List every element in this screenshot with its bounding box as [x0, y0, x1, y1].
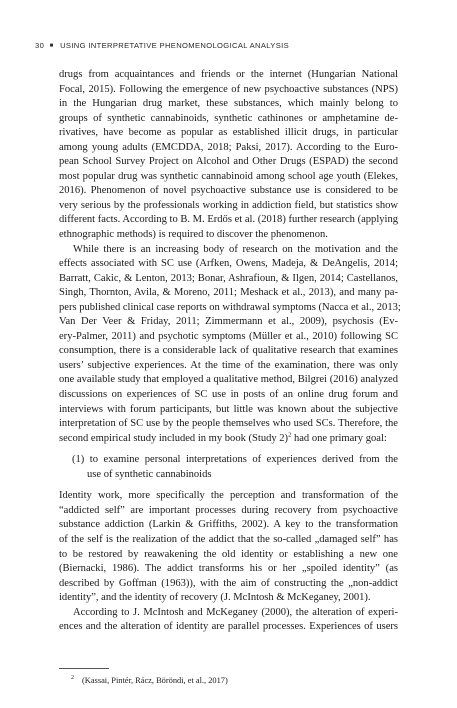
text-line: pers published clinical case reports on withdrawal symptoms (Nacca et al., 2013;: [59, 301, 401, 313]
text-line: interpretation of SC use by the people themselves who used SCs. Therefore, the: [59, 418, 398, 430]
text-line: different facts. According to B. M. Erdős et al. (2018) further research (applying: [59, 214, 398, 226]
text-line: ences and the alteration of identity are parallel processes. Experiences of users: [59, 621, 398, 633]
footnote-reference[interactable]: 2: [288, 431, 292, 439]
text-line: pean School Survey Project on Alcohol and Other Drugs (ESPAD) the second: [59, 156, 398, 168]
text-line: very serious by the professionals working in addiction field, but statistics show: [59, 199, 398, 211]
text-line: described by Goffman (1963)), with the aim of constructing the „non-addict: [59, 577, 398, 589]
text-segment: had one primary goal:: [291, 432, 387, 444]
paragraph-2: [59, 243, 401, 447]
goal-list: [59, 453, 398, 482]
text-line: discussions on experiences of SC use in posts of an online drug forum and: [59, 389, 398, 401]
text-line: ethnographic methods) is required to discover the phenomenon.: [59, 229, 328, 241]
paragraph-4: [59, 606, 398, 635]
text-line: [59, 432, 398, 447]
running-header: [35, 41, 289, 50]
body-text: [59, 68, 401, 635]
text-line: users’ subjective experiences. At the time of the examination, there was only: [59, 359, 398, 371]
text-line: “addicted self” are important processes during recovery from psychoactive: [59, 504, 398, 516]
footnote-divider: [59, 668, 109, 669]
text-line: most popular drug was synthetic cannabinoid among school age youth (Elekes,: [59, 170, 398, 182]
text-line: drugs from acquaintances and friends or the internet (Hungarian National: [59, 69, 398, 80]
footnote: [71, 676, 228, 685]
text-line: 2016). Phenomenon of novel psychoactive substance use is considered to be: [59, 185, 398, 197]
text-line: ery-Palmer, 2011) and psychotic symptoms (Müller et al., 2010) following SC: [59, 330, 398, 342]
text-line: Barratt, Cakic, & Lenton, 2013; Bonar, Ashrafioun, & Ilgen, 2014; Castellanos,: [59, 272, 398, 284]
text-line: Identity work, more specifically the perception and transformation of the: [59, 490, 398, 502]
text-line: While there is an increasing body of research on the motivation and the: [73, 243, 398, 255]
text-line: According to J. McIntosh and McKeganey (2000), the alteration of experi-: [73, 606, 398, 618]
text-line: of the self is the realization of the addict that the so-called „damaged self” has: [59, 533, 398, 545]
text-segment: second empirical study included in my book (Study 2): [59, 432, 289, 444]
text-line: consumption, there is a considerable lack of qualitative research that examines: [59, 345, 398, 357]
text-line: among young adults (EMCDDA, 2018; Paksi, 2017). According to the Euro-: [59, 141, 398, 153]
text-line: (Biernacki, 1986). The addict transforms his or her „spoiled identity” (as: [59, 563, 398, 575]
text-line: identity”, and the identity of recovery (J. McIntosh & McKeganey, 2001).: [59, 592, 371, 604]
text-line: Singh, Thornton, Avila, & Moreno, 2011; Meshack et al., 2013), and many pa-: [59, 287, 398, 299]
running-title: USING INTERPRETATIVE PHENOMENOLOGICAL ANALYSIS: [60, 41, 289, 50]
paragraph-3: [59, 489, 398, 605]
list-item-line: use of synthetic cannabinoids: [87, 468, 212, 480]
text-line: Van Der Veer & Friday, 2011; Zimmermann et al., 2009), psychosis (Ev-: [59, 316, 398, 328]
footnote-mark: 2: [71, 675, 74, 682]
text-line: in the Hungarian drug market, these substances, which mainly belong to: [59, 98, 398, 110]
text-line: rivatives, have become as popular as established illicit drugs, in particular: [59, 127, 398, 139]
footnote-text: (Kassai, Pintér, Rácz, Böröndi, et al., 2017): [82, 676, 228, 685]
text-line: interviews with forum participants, but little was known about the subjective: [59, 403, 398, 415]
text-line: one available study that employed a qualitative method, Bilgrei (2016) analyzed: [59, 374, 398, 386]
text-line: substance addiction (Larkin & Griffiths, 2002). A key to the transformation: [59, 519, 398, 531]
page-number: 30: [35, 41, 45, 50]
header-bullet: ■: [49, 43, 54, 49]
text-line: effects associated with SC use (Arfken, Owens, Madeja, & DeAngelis, 2014;: [59, 258, 398, 270]
text-line: groups of synthetic cannabinoids, synthetic cathinones or amphetamine de-: [59, 112, 398, 124]
paragraph-1: [59, 68, 398, 243]
text-line: to be restored by reawakening the old identity or establishing a new one: [59, 548, 398, 560]
list-item-line: (1) to examine personal interpretations of experiences derived from the: [72, 454, 398, 466]
text-line: Focal, 2015). Following the emergence of new psychoactive substances (NPS): [59, 83, 398, 95]
